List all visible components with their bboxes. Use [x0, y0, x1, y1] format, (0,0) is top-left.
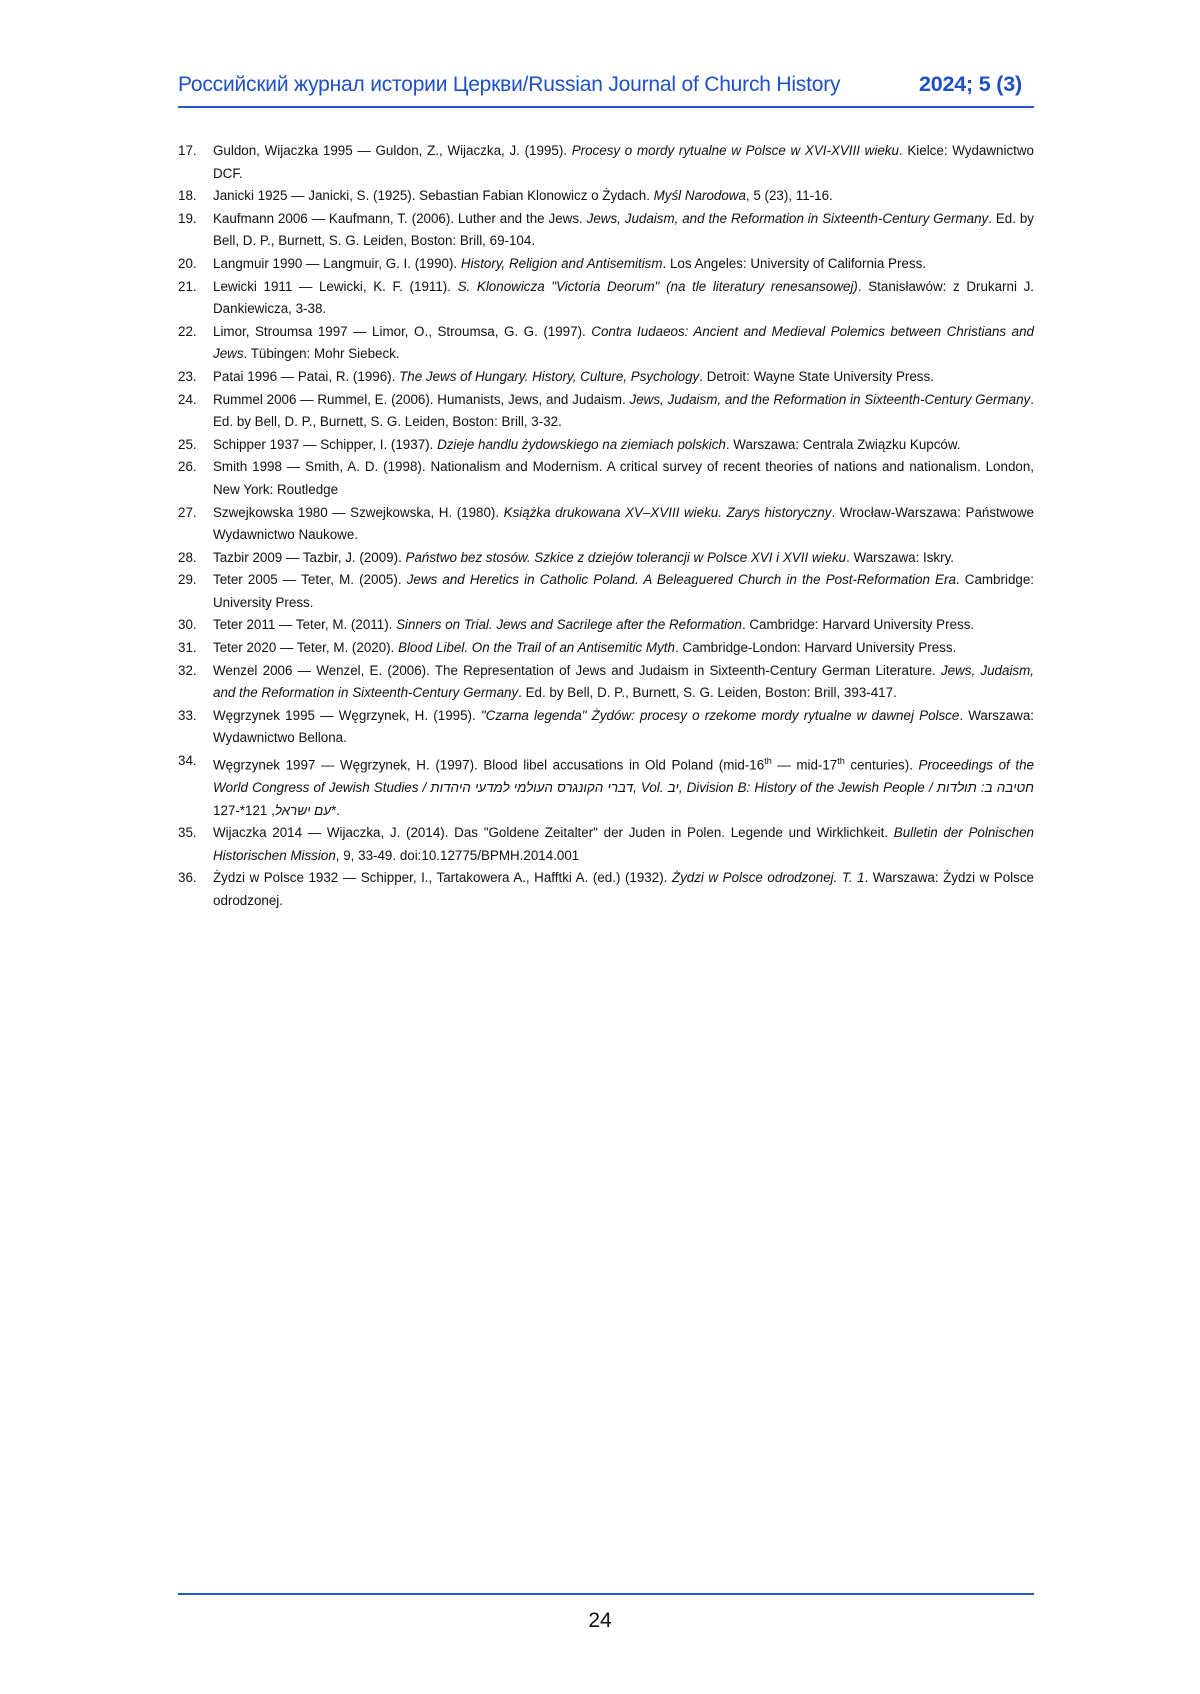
reference-segment: Janicki 1925 — Janicki, S. (1925). Sebastian Fabian Klonowicz o Żydach.: [213, 188, 654, 204]
reference-number: 20.: [178, 255, 197, 271]
reference-segment: Węgrzynek 1995 — Węgrzynek, H. (1995).: [213, 707, 481, 723]
issue-number: 2024; 5 (3): [919, 72, 1022, 96]
reference-segment: Teter 2020 — Teter, M. (2020).: [213, 640, 399, 656]
reference-number: 23.: [178, 368, 197, 384]
reference-segment: Żydzi w Polsce 1932 — Schipper, I., Tartakowera A., Hafftki A. (ed.) (1932).: [213, 870, 672, 886]
reference-title: Książka drukowana XV–XVIII wieku. Zarys historyczny: [503, 504, 832, 520]
reference-entry: [178, 389, 1034, 434]
reference-segment: Limor, Stroumsa 1997 — Limor, O., Stroumsa, G. G. (1997).: [213, 323, 592, 339]
reference-entry: [178, 321, 1034, 366]
reference-segment: . Cambridge: University Press.: [213, 572, 1034, 610]
reference-segment: . Kielce: Wydawnictwo DCF.: [213, 143, 1034, 181]
reference-title: Jews, Judaism, and the Reformation in Sixteenth-Century Germany: [629, 391, 1031, 407]
reference-title: Państwo bez stosów. Szkice z dziejów tolerancji w Polsce XVI i XVII wieku: [405, 549, 847, 565]
reference-title: Żydzi w Polsce odrodzonej. T. 1: [671, 870, 865, 886]
reference-text: [213, 822, 1034, 867]
reference-number: 19.: [178, 210, 197, 226]
reference-entry: [178, 276, 1034, 321]
reference-number: 30.: [178, 617, 197, 633]
reference-text: [213, 456, 1034, 501]
reference-segment: Patai 1996 — Patai, R. (1996).: [213, 368, 400, 384]
reference-text: [213, 276, 1034, 321]
reference-title: Jews and Heretics in Catholic Poland. A Beleaguered Church in the Post-Reformation Era: [406, 572, 956, 588]
reference-entry: [178, 456, 1034, 501]
reference-entry: [178, 660, 1034, 705]
reference-entry: [178, 705, 1034, 750]
reference-segment: Węgrzynek 1997 — Węgrzynek, H. (1997). Blood libel accusations in Old Poland (mid-16: [213, 757, 765, 773]
reference-segment: Smith 1998 — Smith, A. D. (1998). Nationalism and Modernism. A critical survey of recent theories of nations and nationalism. London, New York: Routledge: [213, 459, 1034, 497]
reference-segment: Wijaczka 2014 — Wijaczka, J. (2014). Das "Goldene Zeitalter" der Juden in Polen. Legende und Wirklichkeit.: [213, 825, 894, 841]
reference-segment: Lewicki 1911 — Lewicki, K. F. (1911).: [213, 278, 458, 294]
reference-entry: [178, 140, 1034, 185]
reference-entry: [178, 366, 1034, 389]
reference-segment: centuries).: [844, 757, 919, 773]
reference-number: 18.: [178, 188, 197, 204]
reference-number: 34.: [178, 753, 197, 769]
reference-segment: . Warszawa: Iskry.: [846, 549, 955, 565]
reference-text: [213, 253, 1034, 276]
reference-entry: [178, 569, 1034, 614]
reference-title: Sinners on Trial. Jews and Sacrilege after the Reformation: [396, 617, 742, 633]
reference-text: [213, 547, 1034, 570]
reference-text: [213, 434, 1034, 457]
reference-text: [213, 750, 1034, 822]
header-divider: [178, 106, 1034, 108]
reference-segment: Tazbir 2009 — Tazbir, J. (2009).: [213, 549, 406, 565]
footer-divider: [178, 1593, 1034, 1595]
reference-text: [213, 614, 1034, 637]
reference-title: Jews, Judaism, and the Reformation in Sixteenth-Century Germany: [213, 662, 1034, 701]
reference-text: [213, 185, 1034, 208]
page-number: 24: [588, 1609, 612, 1632]
reference-segment: . Cambridge-London: Harvard University Press.: [674, 640, 957, 656]
reference-segment: Teter 2011 — Teter, M. (2011).: [213, 617, 397, 633]
reference-text: [213, 208, 1034, 253]
reference-segment: . Los Angeles: University of California Press.: [662, 255, 926, 271]
reference-entry: [178, 434, 1034, 457]
reference-number: 21.: [178, 278, 197, 294]
reference-entry: [178, 208, 1034, 253]
reference-text: [213, 867, 1034, 912]
reference-number: 26.: [178, 459, 197, 475]
reference-number: 22.: [178, 323, 197, 339]
reference-text: [213, 389, 1034, 434]
reference-segment: . Warszawa: Wydawnictwo Bellona.: [213, 707, 1034, 746]
reference-segment: , 9, 33-49. doi:10.12775/BPMH.2014.001: [335, 847, 580, 863]
reference-segment: th: [764, 756, 772, 767]
reference-segment: Langmuir 1990 — Langmuir, G. I. (1990).: [213, 255, 461, 271]
reference-entry: [178, 750, 1034, 822]
reference-segment: . Cambridge: Harvard University Press.: [741, 617, 975, 633]
reference-number: 29.: [178, 572, 197, 588]
reference-text: [213, 502, 1034, 547]
reference-segment: . Warszawa: Żydzi w Polsce odrodzonej.: [213, 870, 1034, 909]
reference-segment: . Detroit: Wayne State University Press.: [699, 368, 934, 384]
reference-title: Procesy o mordy rytualne w Polsce w XVI-XVIII wieku: [571, 143, 899, 158]
reference-number: 25.: [178, 436, 197, 452]
reference-segment: . Ed. by Bell, D. P., Burnett, S. G. Leiden, Boston: Brill, 3-32.: [213, 391, 1034, 430]
reference-number: 24.: [178, 391, 197, 407]
reference-title: Jews, Judaism, and the Reformation in Sixteenth-Century Germany: [586, 210, 989, 226]
reference-title: Blood Libel. On the Trail of an Antisemitic Myth: [398, 640, 675, 656]
reference-title: Dzieje handlu żydowskiego na ziemiach polskich: [437, 436, 726, 452]
reference-entry: [178, 822, 1034, 867]
reference-title: History, Religion and Antisemitism: [460, 255, 663, 271]
reference-text: [213, 569, 1034, 614]
running-header: [178, 72, 1022, 97]
reference-segment: . Stanisławów: z Drukarni J. Dankiewicza, 3-38.: [213, 278, 1034, 317]
reference-text: [213, 637, 1034, 660]
reference-entry: [178, 185, 1034, 208]
reference-number: 36.: [178, 870, 197, 886]
reference-segment: Rummel 2006 — Rummel, E. (2006). Humanists, Jews, and Judaism.: [213, 391, 630, 407]
reference-title: Bulletin der Polnischen Historischen Mission: [213, 825, 1034, 863]
reference-entry: [178, 867, 1034, 912]
reference-segment: Szwejkowska 1980 — Szwejkowska, H. (1980).: [213, 504, 504, 520]
reference-title: S. Klonowicza "Victoria Deorum" (na tle literatury renesansowej): [457, 278, 858, 294]
reference-segment: Teter 2005 — Teter, M. (2005).: [213, 572, 407, 588]
journal-title: Российский журнал истории Церкви/Russian Journal of Church History: [178, 73, 841, 96]
reference-entry: [178, 614, 1034, 637]
reference-segment: . Wrocław-Warszawa: Państwowe Wydawnictwo Naukowe.: [213, 504, 1034, 543]
reference-entry: [178, 253, 1034, 276]
reference-segment: . Tübingen: Mohr Siebeck.: [243, 346, 400, 362]
reference-number: 32.: [178, 662, 197, 678]
reference-segment: . Warszawa: Centrala Związku Kupców.: [725, 436, 961, 452]
reference-segment: th: [837, 756, 845, 767]
reference-text: [213, 660, 1034, 705]
reference-segment: . Ed. by Bell, D. P., Burnett, S. G. Leiden, Boston: Brill, 393-417.: [518, 685, 897, 701]
reference-text: [213, 705, 1034, 750]
reference-text: [213, 366, 1034, 389]
reference-segment: Kaufmann 2006 — Kaufmann, T. (2006). Luther and the Jews.: [213, 210, 587, 226]
reference-text: [213, 140, 1034, 185]
reference-title: "Czarna legenda" Żydów: procesy o rzekome mordy rytualne w dawnej Polsce: [480, 707, 960, 723]
reference-number: 17.: [178, 143, 197, 158]
reference-segment: , 121*-127*.: [213, 802, 340, 818]
reference-entry: [178, 637, 1034, 660]
reference-segment: Wenzel 2006 — Wenzel, E. (2006). The Representation of Jews and Judaism in Sixteenth-Century German Literature.: [213, 662, 941, 678]
reference-text: [213, 321, 1034, 366]
reference-segment: Guldon, Wijaczka 1995 — Guldon, Z., Wijaczka, J. (1995).: [213, 143, 572, 158]
reference-segment: Schipper 1937 — Schipper, I. (1937).: [213, 436, 438, 452]
reference-number: 33.: [178, 707, 197, 723]
reference-entry: [178, 502, 1034, 547]
reference-number: 35.: [178, 825, 197, 841]
reference-title: The Jews of Hungary. History, Culture, Psychology: [399, 368, 700, 384]
reference-title: Myśl Narodowa: [653, 188, 746, 204]
reference-segment: . Ed. by Bell, D. P., Burnett, S. G. Leiden, Boston: Brill, 69-104.: [213, 210, 1034, 249]
reference-segment: , 5 (23), 11-16.: [745, 188, 833, 204]
reference-title: Contra Iudaeos: Ancient and Medieval Polemics between Christians and Jews: [213, 323, 1034, 362]
reference-number: 27.: [178, 504, 197, 520]
reference-number: 31.: [178, 640, 197, 656]
reference-list: [178, 140, 1034, 913]
reference-number: 28.: [178, 549, 197, 565]
reference-title: Proceedings of the World Congress of Jewish Studies / דברי הקונגרס העולמי למדעי היהדות, Vol. יב, Division B: History of the Jewish People / חטיבה ב: תולדות עם ישראל: [213, 757, 1034, 818]
reference-segment: — mid-17: [771, 757, 838, 773]
reference-entry: [178, 547, 1034, 570]
